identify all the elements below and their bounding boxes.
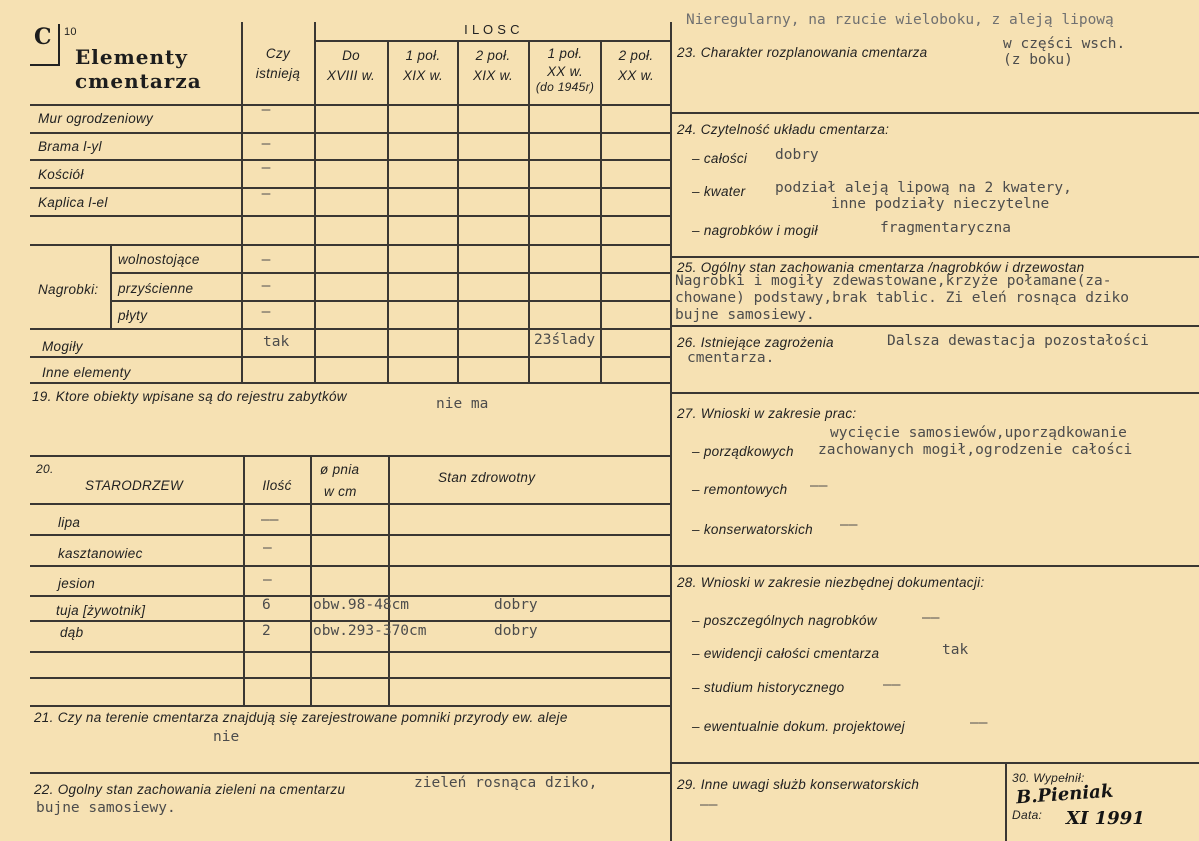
row-label-brama: Brama l-yl <box>38 139 102 154</box>
s23-value-1: w części wsch. <box>1003 36 1126 52</box>
signature: B.Pieniak <box>1015 780 1114 809</box>
grid-line <box>30 503 670 505</box>
period-4-l2: XX w. <box>546 64 583 79</box>
period-2-l2: XIX w. <box>402 68 444 83</box>
grid-line <box>670 762 1199 764</box>
value-mur: – <box>261 102 271 118</box>
s24-calosci: – całości <box>692 151 748 166</box>
s20-col-name: STARODRZEW <box>85 478 183 493</box>
s27-label: 27. Wnioski w zakresie prac: <box>677 406 857 421</box>
s20-num: 20. <box>36 462 54 476</box>
s28-ewent-value: –– <box>970 715 988 731</box>
grid-line <box>600 40 602 382</box>
tree-name: jesion <box>58 576 96 591</box>
s24-kwater: – kwater <box>692 184 746 199</box>
s26-label: 26. Istniejące zagrożenia <box>677 335 834 350</box>
grid-line <box>30 132 670 134</box>
s28-ewent: – ewentualnie dokum. projektowej <box>692 719 905 734</box>
s28-ewid: – ewidencji całości cmentarza <box>692 646 880 661</box>
row-label-plyty: płyty <box>118 308 148 323</box>
grid-line <box>670 565 1199 567</box>
value-mogily-count: 23ślady <box>534 332 596 348</box>
s24-nagrobkow: – nagrobków i mogił <box>692 223 818 238</box>
row-label-wolno: wolnostojące <box>118 252 200 267</box>
page-title-line1: Elementy <box>75 45 188 69</box>
grid-line <box>670 112 1199 114</box>
grid-line <box>30 356 670 358</box>
s23-value-2: (z boku) <box>1003 52 1073 68</box>
s28-label: 28. Wnioski w zakresie niezbędnej dokumentacji: <box>677 575 985 590</box>
value-wolno: – <box>261 252 271 268</box>
tree-qty: – <box>263 540 272 556</box>
period-2-l1: 1 poł. <box>405 48 441 63</box>
grid-line <box>30 705 670 707</box>
period-1-l1: Do <box>342 48 360 63</box>
column-divider <box>670 22 672 841</box>
period-3-l1: 2 poł. <box>475 48 511 63</box>
grid-line <box>30 104 670 106</box>
period-5-l1: 2 poł. <box>618 48 654 63</box>
s24-nagrobkow-value: fragmentaryczna <box>880 220 1011 236</box>
grid-line <box>670 392 1199 394</box>
s23-top-value: Nieregularny, na rzucie wieloboku, z aleją lipową <box>686 12 1114 28</box>
grid-line <box>30 215 670 217</box>
row-label-kaplica: Kaplica l-el <box>38 195 108 210</box>
s30-label-2: Data: <box>1012 808 1043 822</box>
row-label-inne: Inne elementy <box>42 365 131 380</box>
s27-konserw: – konserwatorskich <box>692 522 813 537</box>
grid-line <box>30 382 670 384</box>
grid-line <box>30 772 670 774</box>
col-exists-2: istnieją <box>255 66 301 81</box>
s20-col-health: Stan zdrowotny <box>438 470 536 485</box>
tree-qty: –– <box>261 512 279 528</box>
s26-value-1: Dalsza dewastacja pozostałości <box>887 333 1149 349</box>
col-group-ilosc: I L O S C <box>464 22 520 37</box>
s22-value-2: bujne samosiewy. <box>36 800 176 816</box>
grid-line <box>30 187 670 189</box>
row-label-kosciol: Kościół <box>38 167 84 182</box>
s29-label: 29. Inne uwagi służb konserwatorskich <box>677 777 920 792</box>
badge-sup: 10 <box>64 26 77 38</box>
period-4-l1: 1 poł. <box>547 46 583 61</box>
s22-label: 22. Ogolny stan zachowania zieleni na cmentarzu <box>34 782 346 797</box>
s28-poszcz-value: –– <box>922 610 940 626</box>
s27-remont-value: –– <box>810 478 828 494</box>
tree-name: lipa <box>58 515 81 530</box>
s19-value: nie ma <box>436 396 489 412</box>
s20-col-diam-2: w cm <box>324 484 357 499</box>
grid-line <box>110 300 670 302</box>
s24-calosci-value: dobry <box>775 147 819 163</box>
s23-label: 23. Charakter rozplanowania cmentarza <box>677 45 928 60</box>
value-przysc: – <box>261 278 271 294</box>
s28-poszcz: – poszczególnych nagrobków <box>692 613 877 628</box>
s21-label: 21. Czy na terenie cmentarza znajdują się zarejestrowane pomniki przyrody ew. aleje <box>34 710 568 725</box>
page-title-line2: cmentarza <box>75 69 202 93</box>
s25-label: 25. Ogólny stan zachowania cmentarza /nagrobków i drzewostan <box>677 260 1085 275</box>
grid-line <box>110 272 670 274</box>
s27-porz: – porządkowych <box>692 444 794 459</box>
tree-diam: obw.293-370cm <box>313 623 427 639</box>
s28-studium-value: –– <box>883 677 901 693</box>
grid-line <box>670 256 1199 258</box>
row-label-mur: Mur ogrodzeniowy <box>38 111 154 126</box>
s25-value-1: Nagrobki i mogiły zdewastowane,krzyże połamane(za- <box>675 273 1112 289</box>
grid-line <box>30 328 670 330</box>
s20-col-diam-1: ø pnia <box>320 462 360 477</box>
value-kaplica: – <box>261 186 271 202</box>
grid-line <box>30 159 670 161</box>
badge-letter: C <box>34 24 53 50</box>
grid-line <box>1005 762 1007 841</box>
grid-line <box>457 40 459 382</box>
s27-remont: – remontowych <box>692 482 788 497</box>
period-3-l2: XIX w. <box>472 68 514 83</box>
tree-health: dobry <box>494 623 538 639</box>
s24-kwater-value-2: inne podziały nieczytelne <box>831 196 1050 212</box>
s30-label-1: 30. Wypełnił: <box>1012 771 1085 785</box>
s24-kwater-value-1: podział aleją lipową na 2 kwatery, <box>775 180 1072 196</box>
s24-label: 24. Czytelność układu cmentarza: <box>677 122 890 137</box>
grid-line <box>30 620 670 622</box>
s28-studium: – studium historycznego <box>692 680 845 695</box>
col-exists-1: Czy <box>265 46 291 61</box>
tree-name: tuja [żywotnik] <box>56 603 146 618</box>
grid-line <box>30 455 670 457</box>
s27-porz-value-2: zachowanych mogił,ogrodzenie całości <box>818 442 1133 458</box>
row-label-przysc: przyścienne <box>118 281 194 296</box>
grid-line <box>30 651 670 653</box>
grid-line <box>670 325 1199 327</box>
period-1-l2: XVIII w. <box>326 68 376 83</box>
grid-line <box>314 40 670 42</box>
grid-line <box>30 677 670 679</box>
s28-ewid-value: tak <box>942 642 969 658</box>
tree-health: dobry <box>494 597 538 613</box>
row-label-mogily: Mogiły <box>42 339 83 354</box>
s22-value-1: zieleń rosnąca dziko, <box>414 775 598 791</box>
grid-line <box>30 565 670 567</box>
grid-line <box>110 244 112 328</box>
s25-value-3: bujne samosiewy. <box>675 307 815 323</box>
tree-name: dąb <box>60 625 84 640</box>
s21-value: nie <box>213 729 240 745</box>
tree-qty: – <box>263 572 272 588</box>
grid-line <box>387 40 389 382</box>
tree-qty: 6 <box>262 597 271 613</box>
fill-date: XI 1991 <box>1066 808 1145 829</box>
s27-porz-value-1: wycięcie samosiewów,uporządkowanie <box>830 425 1127 441</box>
tree-name: kasztanowiec <box>58 546 143 561</box>
tree-diam: obw.98-48cm <box>313 597 410 613</box>
s27-konserw-value: –– <box>840 517 858 533</box>
value-mogily: tak <box>263 334 290 350</box>
grid-line <box>388 455 390 705</box>
tree-qty: 2 <box>262 623 271 639</box>
s29-value: –– <box>700 797 718 813</box>
value-plyty: – <box>261 304 271 320</box>
row-label-nagrobki: Nagrobki: <box>38 282 99 297</box>
s25-value-2: chowane) podstawy,brak tablic. Zi eleń rosnąca dziko <box>675 290 1129 306</box>
period-4-l3: (do 1945r) <box>535 80 595 94</box>
s26-value-2: cmentarza. <box>687 350 775 366</box>
s20-col-qty: Ilość <box>262 478 292 493</box>
value-brama: – <box>261 136 271 152</box>
grid-line <box>30 244 670 246</box>
s19-label: 19. Ktore obiekty wpisane są do rejestru zabytków <box>32 389 347 404</box>
grid-line <box>30 534 670 536</box>
period-5-l2: XX w. <box>617 68 654 83</box>
value-kosciol: – <box>261 160 271 176</box>
grid-line <box>310 455 312 705</box>
